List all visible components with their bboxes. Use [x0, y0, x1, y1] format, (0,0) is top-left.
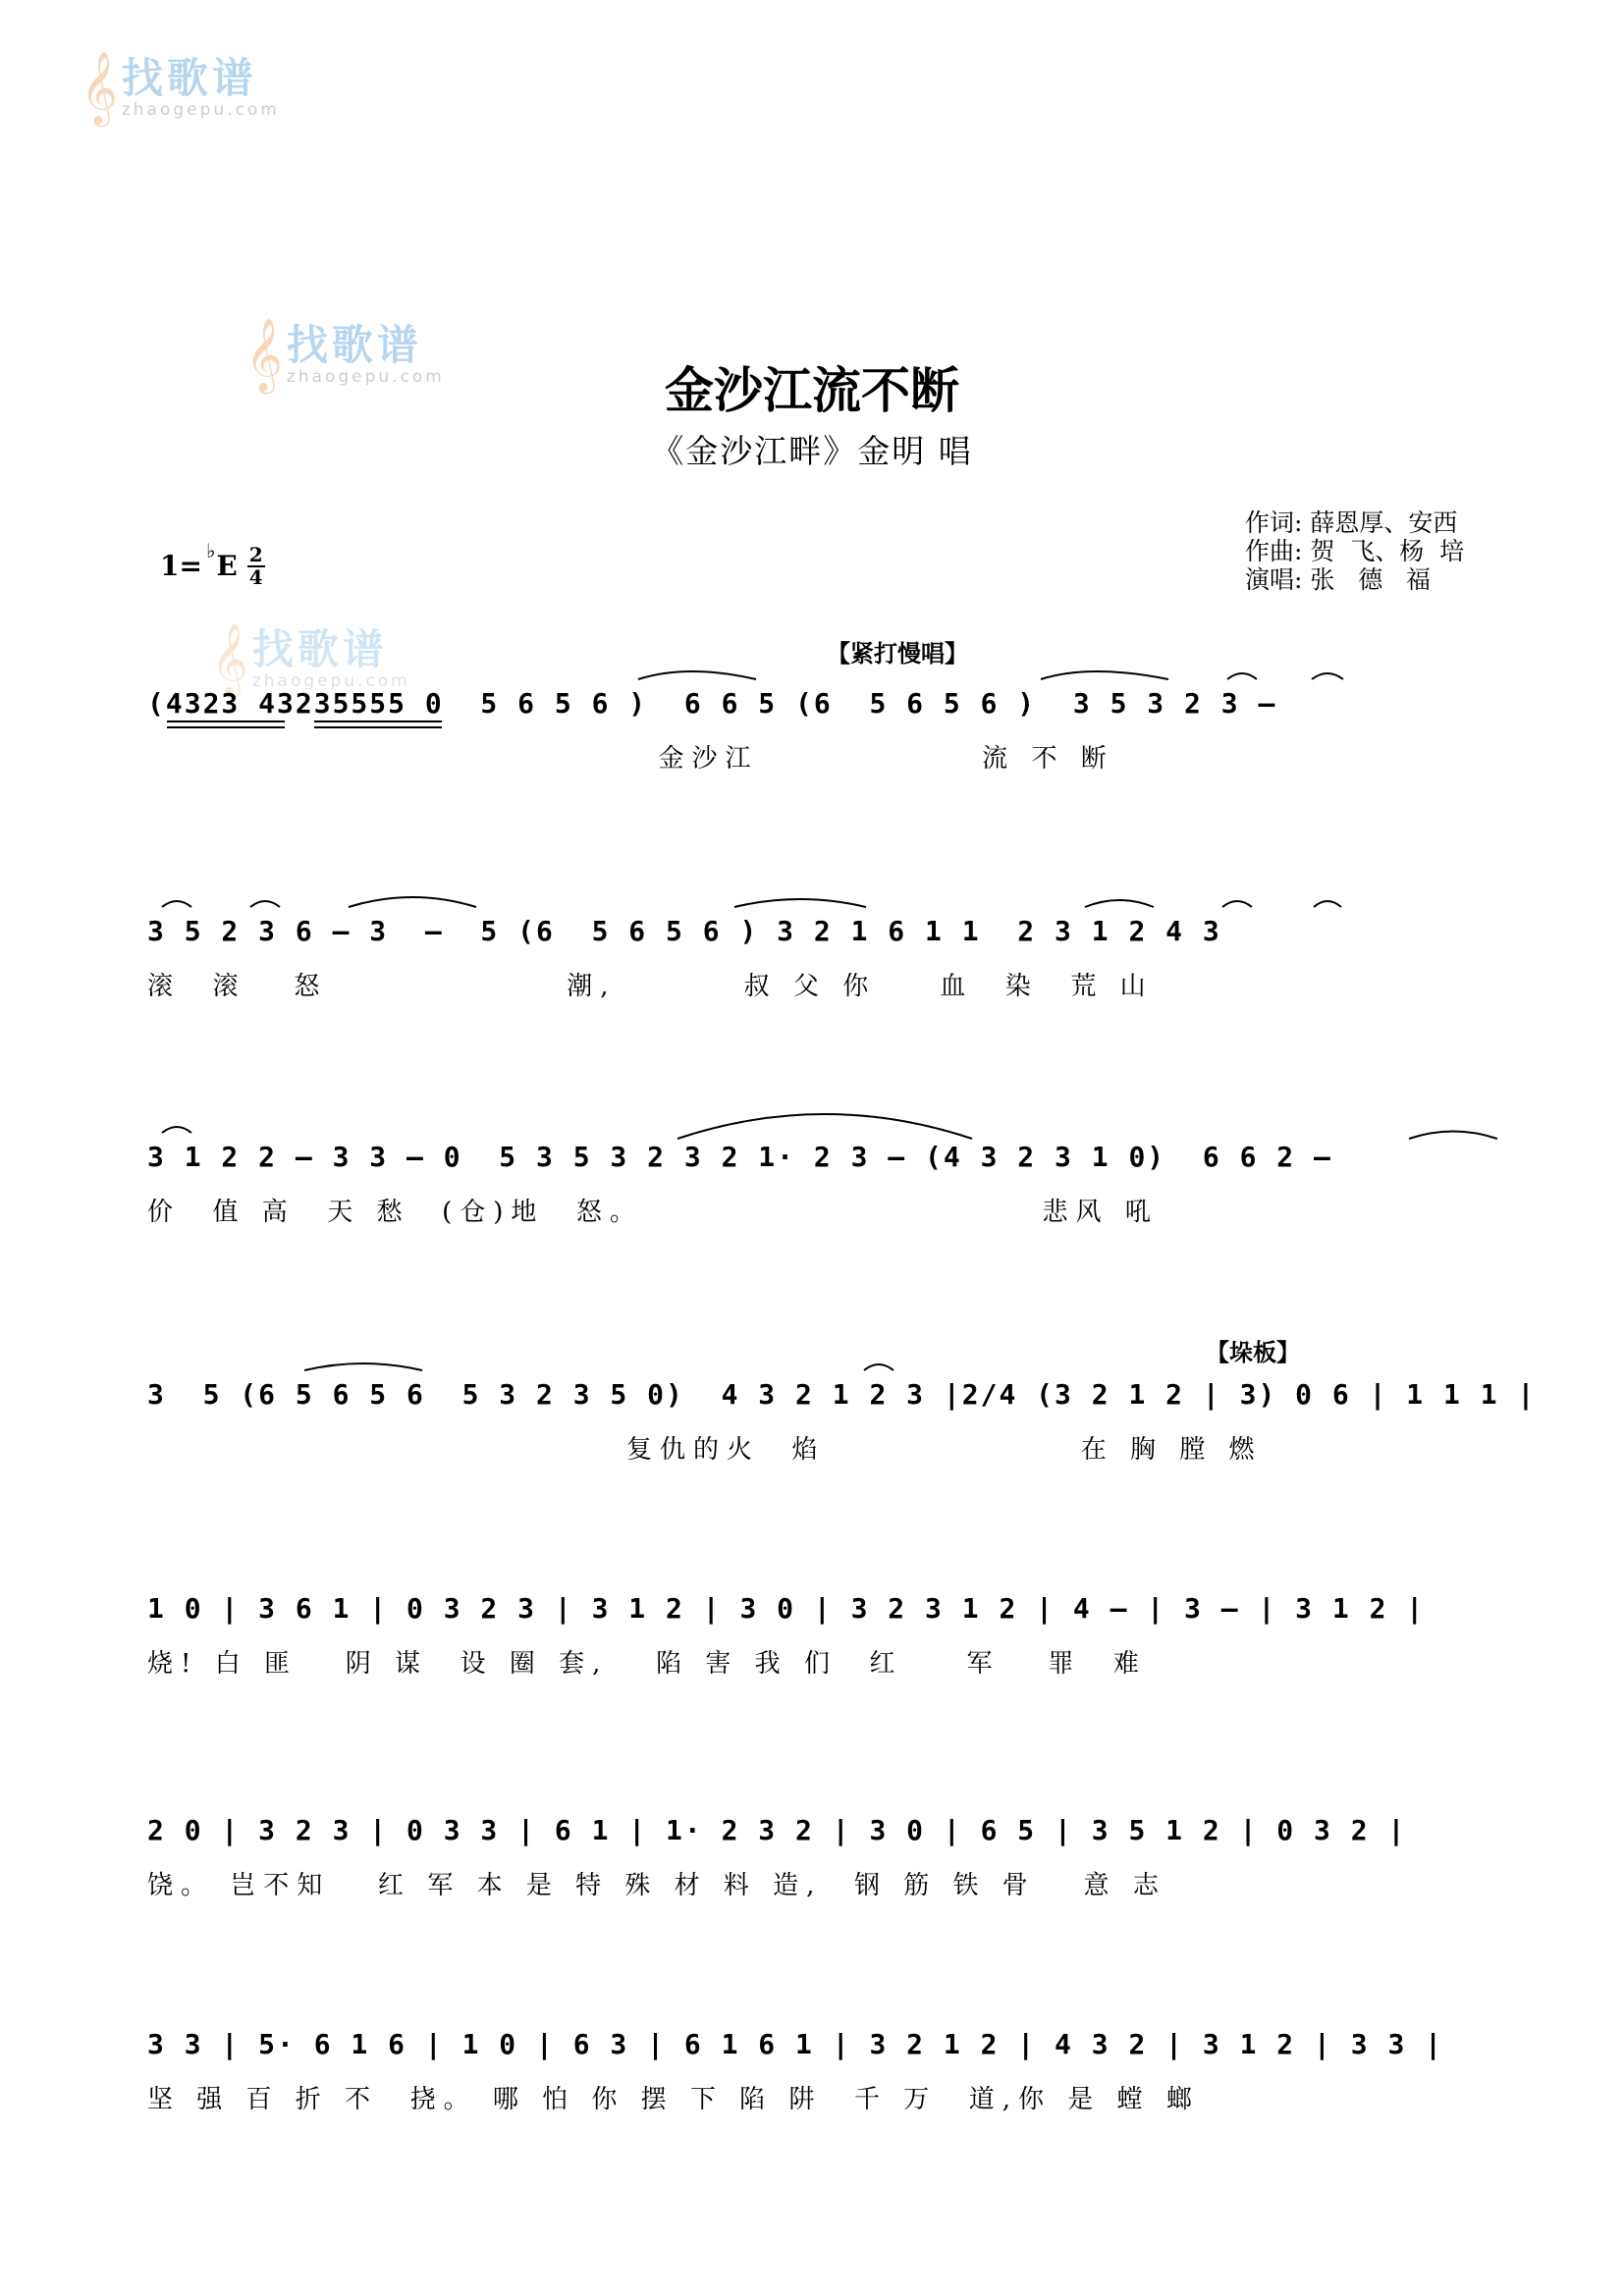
time-signature — [247, 545, 265, 587]
music-system — [147, 915, 1502, 1003]
notes-line: 3 5 (6 5 6 5 6 5 3 2 3 5 0) 4 3 2 1 2 3 |2/4 (3 2 1 2 | 3) 0 6 | 1 1 1 | — [147, 1378, 1537, 1411]
slur-mark — [304, 1363, 422, 1370]
key-signature — [160, 538, 265, 589]
slur-mark — [1409, 1132, 1497, 1140]
slur-mark — [734, 899, 866, 907]
notes-line: (4323 43235555 0 5 6 5 6 ) 6 6 5 (6 5 6 5 6 ) 3 5 3 2 3 — — [147, 687, 1277, 720]
music-system — [147, 1592, 1502, 1681]
lyrics-line: 复仇的火 焰 在 胸 膛 燃 — [147, 1435, 1263, 1465]
notes-line: 1 0 | 3 6 1 | 0 3 2 3 | 3 1 2 | 3 0 | 3 2 3 1 2 | 4 — | 3 — | 3 1 2 | — [147, 1592, 1426, 1625]
flat-icon: ♭ — [205, 538, 216, 562]
treble-clef-icon: 𝄞 — [211, 623, 248, 697]
music-system — [147, 1141, 1502, 1229]
lyrics-line: 烧! 白 匪 阴 谋 设 圈 套, 陷 害 我 们 红 军 罪 难 — [147, 1649, 1147, 1679]
notes-line: 3 5 2 3 6 — 3 — 5 (6 5 6 5 6 ) 3 2 1 6 1 1 2 3 1 2 4 3 — [147, 915, 1221, 947]
song-subtitle: 《金沙江畔》金明 唱 — [651, 432, 973, 470]
watermark-url: zhaogepu.com — [286, 367, 445, 388]
notes-line: 3 1 2 2 — 3 3 — 0 5 3 5 3 2 3 2 1· 2 3 — (4 3 2 3 1 0) 6 6 2 — — [147, 1141, 1332, 1173]
treble-clef-icon: 𝄞 — [81, 52, 118, 126]
music-system — [147, 1814, 1502, 1902]
slur-mark — [864, 1364, 893, 1370]
notes-line: 2 0 | 3 2 3 | 0 3 3 | 6 1 | 1· 2 3 2 | 3 0 | 6 5 | 3 5 1 2 | 0 3 2 | — [147, 1814, 1407, 1846]
lyrics-line: 价 值 高 天 愁 (仓)地 怒。 悲风 吼 — [147, 1198, 1159, 1227]
music-system — [147, 1378, 1537, 1467]
watermark-brand: 找歌谱 — [121, 54, 257, 102]
treble-clef-icon: 𝄞 — [245, 319, 283, 393]
credit-performer: 演唱: 张 德 福 — [1245, 565, 1432, 594]
lyrics-line: 饶。 岂不知 红 军 本 是 特 殊 材 料 造, 钢 筋 铁 骨 意 志 — [147, 1871, 1166, 1900]
slur-mark — [677, 1114, 972, 1139]
time-top: 2 — [248, 543, 263, 566]
section-mark-tempo: 【紧打慢唱】 — [827, 640, 968, 667]
slur-mark — [349, 897, 476, 907]
lyrics-line: 坚 强 百 折 不 挠。 哪 怕 你 摆 下 陷 阱 千 万 道,你 是 螳 螂 — [147, 2085, 1200, 2114]
slur-mark — [638, 671, 756, 679]
section-mark-duoban: 【垛板】 — [1206, 1339, 1300, 1366]
lyrics-line: 金沙江 流 不 断 — [147, 744, 1114, 774]
credit-composer: 作曲: 贺 飞、杨 培 — [1245, 537, 1465, 565]
slur-mark — [1312, 673, 1343, 679]
credits — [1245, 508, 1464, 594]
music-system — [147, 2028, 1502, 2116]
watermark-url: zhaogepu.com — [121, 100, 280, 121]
slur-mark — [1222, 901, 1252, 907]
slur-mark — [1085, 900, 1154, 907]
slur-mark — [162, 901, 191, 907]
time-bottom: 4 — [248, 565, 263, 589]
key-note: E — [216, 550, 238, 582]
slur-mark — [250, 901, 280, 907]
key-prefix: 1= — [160, 550, 202, 582]
slur-mark — [1314, 901, 1341, 907]
watermark-url: zhaogepu.com — [251, 671, 410, 692]
slur-mark — [162, 1127, 191, 1133]
watermark-brand: 找歌谱 — [251, 625, 388, 673]
watermark-logo-top — [81, 52, 280, 126]
watermark-brand: 找歌谱 — [286, 321, 422, 369]
music-system — [147, 687, 1502, 775]
watermark-logo-staff — [211, 623, 410, 697]
notes-line: 3 3 | 5· 6 1 6 | 1 0 | 6 3 | 6 1 6 1 | 3 2 1 2 | 4 3 2 | 3 1 2 | 3 3 | — [147, 2028, 1444, 2060]
slur-mark — [1227, 673, 1257, 679]
lyrics-line: 滚 滚 怒 潮, 叔 父 你 血 染 荒 山 — [147, 972, 1154, 1001]
credit-lyricist: 作词: 薛恩厚、安西 — [1245, 508, 1458, 537]
slur-mark — [1041, 671, 1168, 679]
song-title: 金沙江流不断 — [665, 362, 959, 419]
